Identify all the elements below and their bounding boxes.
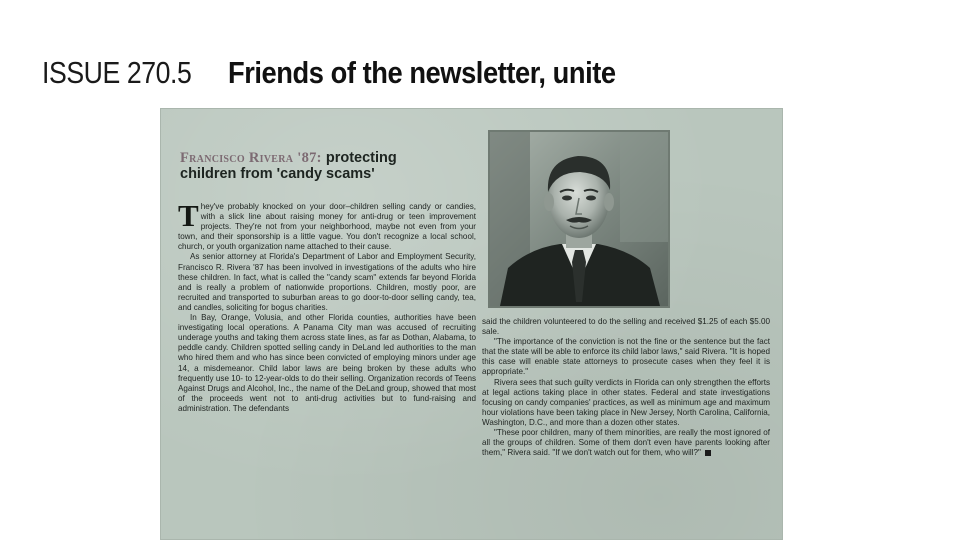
end-mark-icon: [705, 450, 711, 456]
article-paragraph: said the children volunteered to do the selling and received $1.25 of each $5.00 sale.: [482, 317, 770, 337]
slide-headline: Friends of the newsletter, unite: [228, 55, 616, 90]
article-paragraph: "The importance of the conviction is not the fine or the sentence but the fact that the state will be able to enforce its child labor laws," said Rivera. "It is hoped this case will enable state attorneys to prosecute cases when they feel it is appropriate.": [482, 337, 770, 377]
article-title-line1: protecting: [321, 150, 397, 166]
article-paragraph: [178, 198, 476, 252]
slide-header: [42, 55, 668, 99]
newspaper-clipping: [160, 108, 783, 540]
article-title-line2: children from 'candy scams': [180, 166, 375, 182]
article-paragraph: In Bay, Orange, Volusia, and other Florida counties, authorities have been investigating local operations. A Panama City man was accused of recruiting underage youths and taking them across state lines, as far as Dothan, Alabama, to peddle candy. Children spotted selling candy in DeLand led authorities to the man who hired them and who has since been convicted of employing minors under age 14, a misdemeanor. Child labor laws are being broken by these adults who frequently use 10- to 12-year-olds to do their selling. Organization records of Teens Against Drugs and Alcohol, Inc., the name of the DeLand group, showed that most of the proceeds went not to anti-drug activities but to fund-raising and administration. The defendants: [178, 313, 476, 413]
article-column-left: [178, 198, 476, 414]
article-paragraph: As senior attorney at Florida's Department of Labor and Employment Security, Francisco R. Rivera '87 has been involved in investigations of the adults who hire these children. In fact, what is called the "candy scam" extends far beyond Florida and is really a problem of nationwide proportions. Children, mostly poor, are recruited and transported to suburban areas to go door-to-door selling candy, tea, and candles, soliciting for bogus charities.: [178, 252, 476, 312]
portrait-image: [490, 132, 668, 306]
drop-cap: T: [178, 198, 199, 233]
article-byline: Francisco Rivera '87:: [180, 150, 322, 166]
article-paragraph: Rivera sees that such guilty verdicts in Florida can only strengthen the efforts at legal actions taking place in other states. Federal and state investigations focusing on candy companies' practices, as well as minimum age and maximum hour violations have been taking place in New Jersey, North Carolina, California, Washington, D.C., and more than a dozen other states.: [482, 377, 770, 427]
article-paragraph-last: [482, 428, 770, 458]
issue-number: ISSUE 270.5: [42, 55, 192, 90]
article-paragraph-text: "These poor children, many of them minorities, are really the most ignored of all the groups of children. Some of them don't even have parents looking after them," Rivera said. "If we don't watch out for them, who will?": [482, 428, 770, 458]
article-paragraph-text: hey've probably knocked on your door–children selling candy or candies, with a slick line about raising money for anti-drug or teen improvement projects. They're not from your neighborhood, maybe not even from your town, and their sponsorship is a little vague. You don't recognize a local school, church, or youth organization name attached to their cause.: [178, 202, 476, 252]
article-column-right: [482, 317, 770, 458]
portrait-photo: [488, 130, 670, 308]
article-title: [180, 150, 480, 182]
